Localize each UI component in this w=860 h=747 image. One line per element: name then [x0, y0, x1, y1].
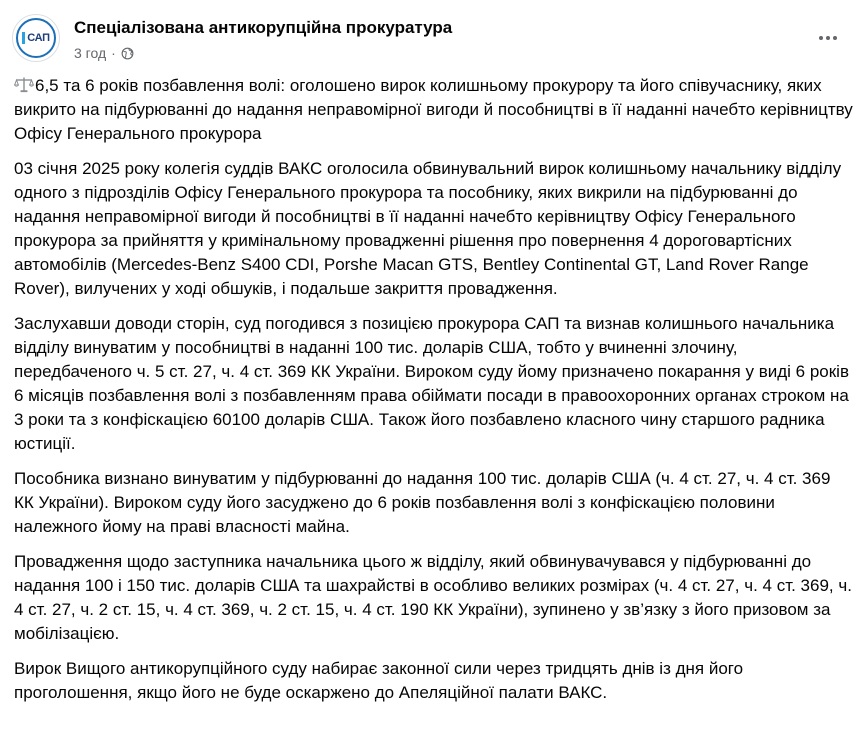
post-paragraph-2: Заслухавши доводи сторін, суд погодився з позицією прокурора САП та визнав колишнього начальника відділу винуватим у пособництві в наданні 100 тис. доларів США, тобто у вчиненні злочину, передбаченого ч. 5 ст. 27, ч. 4 ст. 369 КК України. Вироком суду йому призначено покарання у виді 6 років 6 місяців позбавлення волі з позбавленням права обіймати посади в правоохоронних органах строком на 3 роки та з конфіскацією 60100 доларів США. Також його позбавлено класного чину старшого радника юстиції. — [14, 314, 849, 453]
post-paragraph-0 — [14, 74, 854, 146]
page-name[interactable]: Спеціалізована антикорупційна прокуратура — [74, 18, 453, 37]
logo — [16, 18, 56, 58]
post-paragraph-5: Вирок Вищого антикорупційного суду набирає законної сили через тридцять днів із дня його проголошення, якщо його не буде оскаржено до Апеляційної палати ВАКС. — [14, 659, 744, 702]
paragraph-text: 6,5 та 6 років позбавлення волі: оголошено вирок колишньому прокурору та його співучаснику, яких викрито на підбурюванні до надання неправомірної вигоди й пособництві в її наданні начебто керівництву Офісу Генерального прокурора — [14, 76, 853, 143]
avatar-text: САП — [27, 32, 50, 44]
globe-icon[interactable] — [121, 47, 134, 60]
post-meta — [74, 44, 134, 62]
post-paragraph-4: Провадження щодо заступника начальника цього ж відділу, який обвинувачувався у підбурюванні до надання 100 і 150 тис. доларів США та шахрайстві в особливо великих розмірах (ч. 4 ст. 27, ч. 4 ст. 369, ч. 4 ст. 27, ч. 2 ст. 15, ч. 4 ст. 369, ч. 2 ст. 15, ч. 4 ст. 190 КК України), зупинено у зв’язку з його призовом за мобілізацією. — [14, 552, 852, 643]
post-paragraph-1: 03 січня 2025 року колегія суддів ВАКС оголосила обвинувальний вирок колишньому начальнику відділу одного з підрозділів Офісу Генерального прокурора та пособнику, яких викрили на підбурюванні до надання неправомірної вигоди й пособництві в її наданні начебто керівництву Офісу Генерального прокурора за прийняття у кримінальному провадженні рішення про повернення 4 дороговартісних автомобілів (Mercedes-Benz S400 CDI, Porshe Macan GTS, Bentley Continental GT, Land Rover Range Rover), вилучених у ході обшуків, і подальше закриття провадження. — [14, 159, 842, 298]
meta-separator: · — [111, 45, 116, 61]
post-paragraph-3: Пособника визнано винуватим у підбурюванні до надання 100 тис. доларів США (ч. 4 ст. 27, ч. 4 ст. 369 КК України). Вироком суду його засуджено до 6 років позбавлення волі з конфіскацією половини належного йому на праві власності майна. — [14, 469, 831, 536]
avatar[interactable] — [12, 14, 60, 62]
logo-bar — [22, 32, 25, 44]
scales-icon — [14, 76, 34, 93]
post-time[interactable]: 3 год — [74, 45, 107, 61]
post-header — [12, 12, 848, 68]
post-body — [14, 74, 854, 716]
more-options-icon[interactable] — [814, 26, 842, 50]
